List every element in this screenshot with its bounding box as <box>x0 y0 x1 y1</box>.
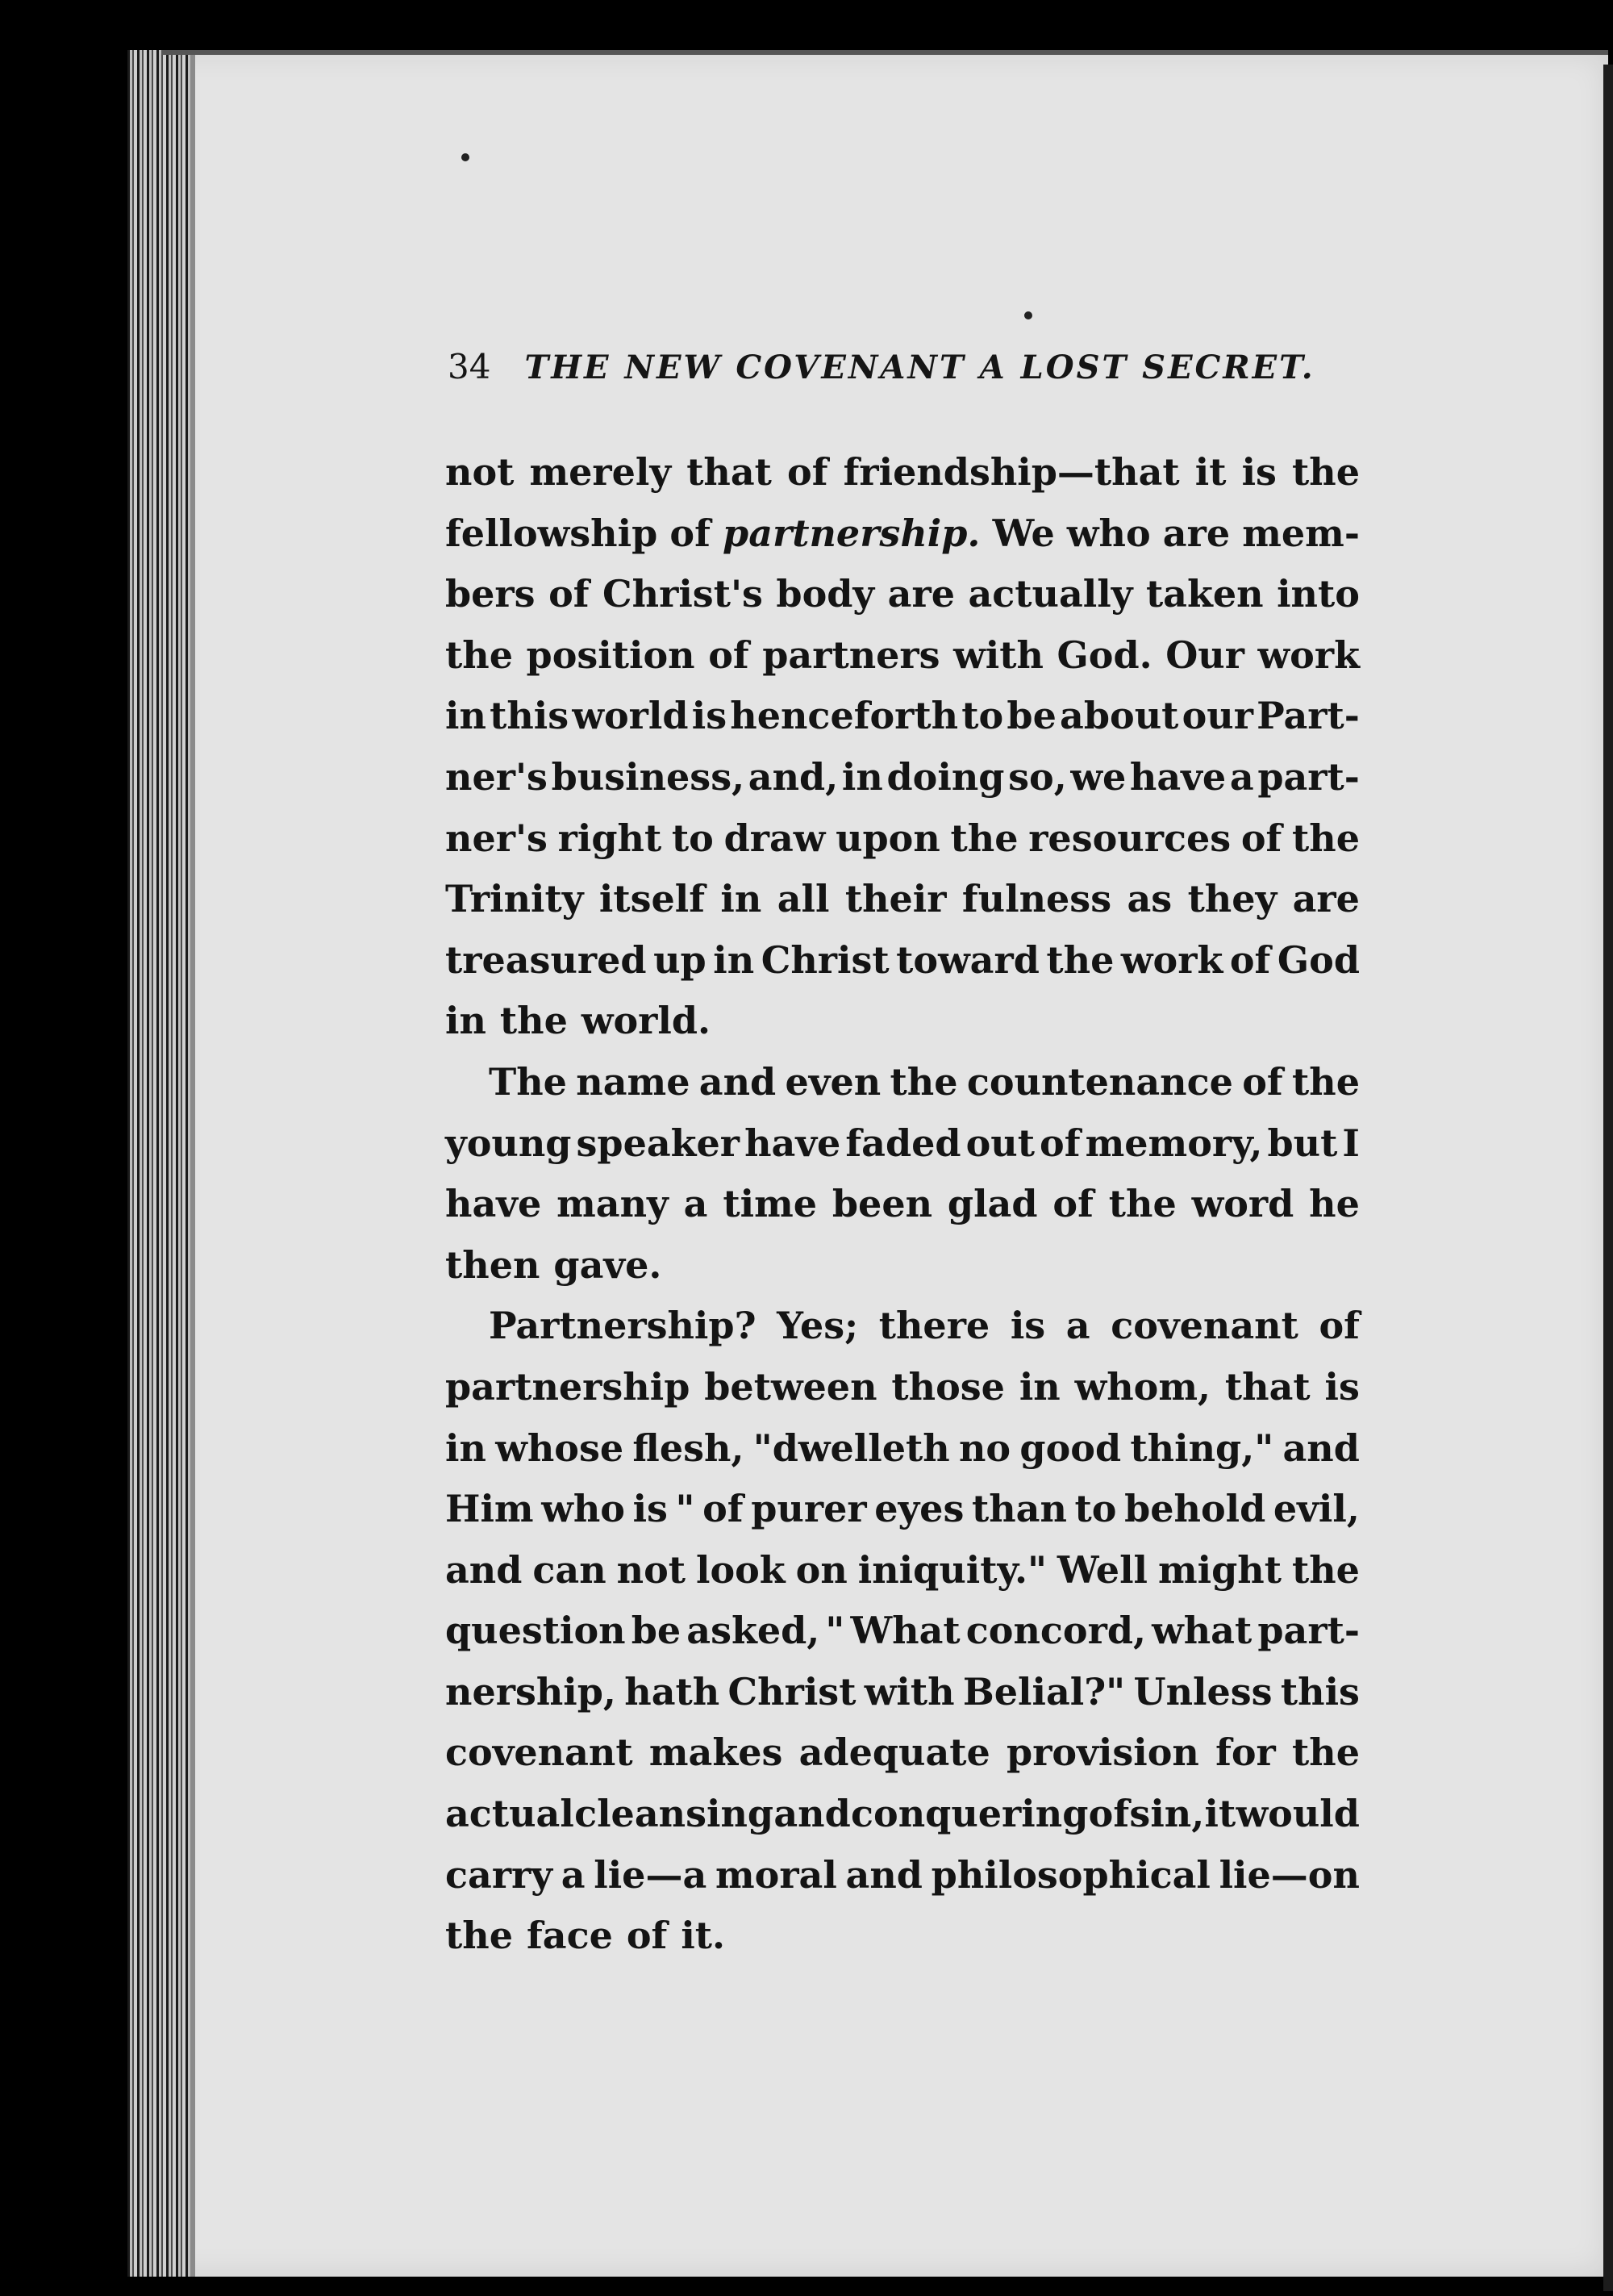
word: Christ's <box>602 572 763 616</box>
word: the <box>1292 1730 1360 1775</box>
word: " <box>825 1609 845 1653</box>
word: taken <box>1145 572 1264 616</box>
word: provision <box>1007 1730 1199 1775</box>
word: of <box>1229 937 1271 982</box>
word: purer <box>751 1487 867 1531</box>
word: merely <box>529 450 672 494</box>
word: Well <box>1057 1547 1148 1592</box>
text-line <box>445 991 1360 1052</box>
word: a <box>1065 1304 1090 1348</box>
word: God <box>1277 937 1360 982</box>
word: partnership <box>445 1364 690 1409</box>
word: that <box>686 450 772 494</box>
word: behold <box>1124 1487 1266 1531</box>
word: in <box>445 1426 486 1470</box>
text-line <box>445 442 1360 503</box>
word: Yes; <box>777 1304 859 1348</box>
word: he <box>1309 1182 1360 1226</box>
word: "dwelleth <box>752 1426 950 1470</box>
word: speaker <box>576 1121 740 1165</box>
word: the <box>445 1914 513 1958</box>
word: with <box>864 1669 955 1714</box>
word: is <box>632 1487 668 1531</box>
word: who <box>1066 511 1151 555</box>
word: of <box>669 511 711 555</box>
word: the <box>1292 1059 1360 1104</box>
word: Part- <box>1257 694 1360 738</box>
word: all <box>777 877 830 921</box>
word: good <box>1019 1426 1122 1470</box>
word: God. <box>1057 632 1152 677</box>
word: a <box>561 1852 586 1897</box>
word: of <box>1052 1182 1094 1226</box>
page-number: 34 <box>448 347 491 386</box>
word: can <box>532 1547 606 1592</box>
word: of <box>702 1487 744 1531</box>
word: of <box>787 450 828 494</box>
word: Christ <box>727 1669 857 1714</box>
word: lie—a <box>594 1852 707 1897</box>
word: What <box>850 1609 961 1653</box>
word: glad <box>947 1182 1038 1226</box>
word: itself <box>598 877 706 921</box>
word: in <box>445 999 486 1043</box>
word: into <box>1277 572 1360 616</box>
word: in <box>445 694 486 738</box>
word: fellowship <box>445 511 658 555</box>
word: what <box>1152 1609 1252 1653</box>
word: right <box>557 816 662 860</box>
word: it <box>1204 1792 1236 1836</box>
word: and <box>845 1852 923 1897</box>
word: up <box>653 937 706 982</box>
word: name <box>576 1059 690 1104</box>
word: Belial?" <box>962 1669 1126 1714</box>
word: conquering <box>851 1792 1089 1836</box>
word: of <box>1240 816 1282 860</box>
word: is <box>1241 450 1277 494</box>
word: the <box>1292 450 1360 494</box>
word: doing <box>886 754 1005 799</box>
word: are <box>1292 877 1360 921</box>
word: not <box>445 450 515 494</box>
page-top-edge <box>161 50 1608 55</box>
word: asked, <box>686 1609 820 1653</box>
word: between <box>704 1364 877 1409</box>
word: The <box>489 1059 567 1104</box>
word: might <box>1157 1547 1282 1592</box>
word: world <box>572 694 689 738</box>
word: carry <box>445 1852 553 1897</box>
word: that <box>1224 1364 1311 1409</box>
word: face <box>526 1914 613 1958</box>
word: been <box>832 1182 933 1226</box>
word: no <box>958 1426 1011 1470</box>
word: on <box>795 1547 848 1592</box>
word: actually <box>968 572 1133 616</box>
text-line <box>445 1052 1360 1113</box>
word: work <box>1120 937 1223 982</box>
word: even <box>785 1059 882 1104</box>
text-line <box>445 1357 1360 1418</box>
word: in <box>1019 1364 1061 1409</box>
word: moral <box>715 1852 837 1897</box>
word: faded <box>845 1121 961 1165</box>
running-head <box>448 347 1359 386</box>
word: and <box>1282 1426 1360 1470</box>
text-line <box>445 686 1360 747</box>
word: of <box>1319 1304 1360 1348</box>
word: resources <box>1028 816 1232 860</box>
word: nership, <box>445 1669 616 1714</box>
word: ner's <box>445 754 548 799</box>
word: have <box>445 1182 542 1226</box>
word: fulness <box>961 877 1112 921</box>
word: and, <box>748 754 839 799</box>
word: Him <box>445 1487 534 1531</box>
text-line <box>445 747 1360 808</box>
word: We <box>992 511 1055 555</box>
text-line <box>445 564 1360 625</box>
word: work <box>1257 632 1360 677</box>
word: the <box>1046 937 1115 982</box>
text-line <box>445 1296 1360 1357</box>
word: " <box>675 1487 695 1531</box>
word: about <box>1060 694 1179 738</box>
word: upon <box>836 816 940 860</box>
word: to <box>1074 1487 1117 1531</box>
word: part- <box>1257 1609 1360 1653</box>
word: young <box>445 1121 572 1165</box>
word: whose <box>495 1426 624 1470</box>
word: Unless <box>1133 1669 1273 1714</box>
word: their <box>844 877 947 921</box>
word: of <box>1040 1121 1081 1165</box>
body-text <box>445 442 1360 1967</box>
word: I <box>1342 1121 1360 1165</box>
text-line <box>445 1540 1360 1601</box>
word: friendship—that <box>843 450 1180 494</box>
word: then <box>445 1242 540 1287</box>
ink-speck <box>461 153 469 161</box>
word: a <box>1229 754 1254 799</box>
word: part- <box>1257 754 1360 799</box>
word: time <box>723 1182 818 1226</box>
word: ner's <box>445 816 548 860</box>
word: look <box>695 1547 786 1592</box>
word: in <box>720 877 762 921</box>
word: henceforth <box>730 694 959 738</box>
word: philosophical <box>931 1852 1211 1897</box>
text-line <box>445 869 1360 930</box>
word: mem- <box>1242 511 1360 555</box>
word: would <box>1236 1792 1360 1836</box>
word: the <box>1291 1547 1360 1592</box>
word: the <box>499 999 568 1043</box>
word: but <box>1267 1121 1338 1165</box>
text-line <box>445 1479 1360 1540</box>
word: cleansing <box>574 1792 774 1836</box>
ink-speck <box>1024 311 1032 319</box>
word: the <box>950 816 1019 860</box>
word: world. <box>581 999 711 1043</box>
word: Our <box>1165 632 1244 677</box>
word: bers <box>445 572 536 616</box>
word: is <box>1324 1364 1360 1409</box>
word: the <box>1108 1182 1177 1226</box>
word: Christ <box>761 937 890 982</box>
word: lie—on <box>1219 1852 1360 1897</box>
word: countenance <box>966 1059 1233 1104</box>
word: sin, <box>1129 1792 1205 1836</box>
word: the <box>1292 816 1360 860</box>
word: partnership. <box>723 511 981 555</box>
text-line <box>445 1784 1360 1845</box>
book-spine-edge <box>127 50 190 2277</box>
word: than <box>971 1487 1067 1531</box>
text-line <box>445 808 1360 870</box>
page-right-edge <box>1603 65 1613 2291</box>
word: as <box>1127 877 1173 921</box>
word: in <box>841 754 883 799</box>
word: in <box>713 937 755 982</box>
word: and <box>445 1547 523 1592</box>
word: of <box>626 1914 668 1958</box>
word: partners <box>762 632 940 677</box>
word: be <box>631 1609 681 1653</box>
word: be <box>1007 694 1057 738</box>
word: whom, <box>1074 1364 1211 1409</box>
running-head-title: THE NEW COVENANT A LOST SECRET. <box>524 349 1315 386</box>
word: memory, <box>1085 1121 1263 1165</box>
word: actual <box>445 1792 574 1836</box>
word: evil, <box>1273 1487 1360 1531</box>
word: they <box>1187 877 1277 921</box>
gutter-line <box>190 50 195 2277</box>
word: to <box>961 694 1004 738</box>
word: a <box>683 1182 708 1226</box>
word: Trinity <box>445 877 584 921</box>
word: are <box>887 572 955 616</box>
word: and <box>698 1059 777 1104</box>
word: concord, <box>965 1609 1147 1653</box>
text-line <box>445 1235 1360 1296</box>
word: the <box>890 1059 958 1104</box>
word: flesh, <box>632 1426 744 1470</box>
word: those <box>891 1364 1005 1409</box>
word: gave. <box>553 1242 662 1287</box>
word: it. <box>681 1914 726 1958</box>
word: of <box>1088 1792 1130 1836</box>
text-line <box>445 1662 1360 1723</box>
word: this <box>1280 1669 1360 1714</box>
word: and <box>773 1792 851 1836</box>
word: Partnership? <box>489 1304 756 1348</box>
text-line <box>445 1601 1360 1662</box>
word: toward <box>896 937 1040 982</box>
word: this <box>490 694 569 738</box>
word: it <box>1194 450 1227 494</box>
word: draw <box>723 816 826 860</box>
word: makes <box>648 1730 783 1775</box>
word: with <box>953 632 1044 677</box>
word: question <box>445 1609 626 1653</box>
text-line <box>445 1174 1360 1235</box>
word: have <box>744 1121 841 1165</box>
word: adequate <box>798 1730 990 1775</box>
word: body <box>776 572 875 616</box>
word: have <box>1129 754 1227 799</box>
word: to <box>671 816 714 860</box>
word: for <box>1215 1730 1276 1775</box>
text-line <box>445 1722 1360 1784</box>
text-line <box>445 1845 1360 1906</box>
word: our <box>1182 694 1253 738</box>
word: word <box>1191 1182 1294 1226</box>
word: hath <box>624 1669 720 1714</box>
word: many <box>556 1182 669 1226</box>
word: of <box>1242 1059 1283 1104</box>
word: is <box>1010 1304 1046 1348</box>
word: of <box>708 632 749 677</box>
word: eyes <box>874 1487 965 1531</box>
word: so, <box>1008 754 1067 799</box>
word: thing," <box>1130 1426 1274 1470</box>
word: of <box>548 572 590 616</box>
text-line <box>445 1906 1360 1967</box>
word: position <box>526 632 695 677</box>
text-line <box>445 1113 1360 1175</box>
word: there <box>878 1304 990 1348</box>
word: are <box>1162 511 1231 555</box>
text-line <box>445 625 1360 687</box>
word: the <box>445 632 513 677</box>
word: is <box>691 694 727 738</box>
text-line <box>445 503 1360 565</box>
word: covenant <box>1111 1304 1298 1348</box>
word: treasured <box>445 937 647 982</box>
text-line <box>445 930 1360 991</box>
word: iniquity." <box>857 1547 1047 1592</box>
word: not <box>616 1547 686 1592</box>
text-line <box>445 1418 1360 1480</box>
word: who <box>541 1487 625 1531</box>
word: we <box>1070 754 1127 799</box>
word: covenant <box>445 1730 633 1775</box>
word: business, <box>551 754 745 799</box>
word: out <box>965 1121 1035 1165</box>
